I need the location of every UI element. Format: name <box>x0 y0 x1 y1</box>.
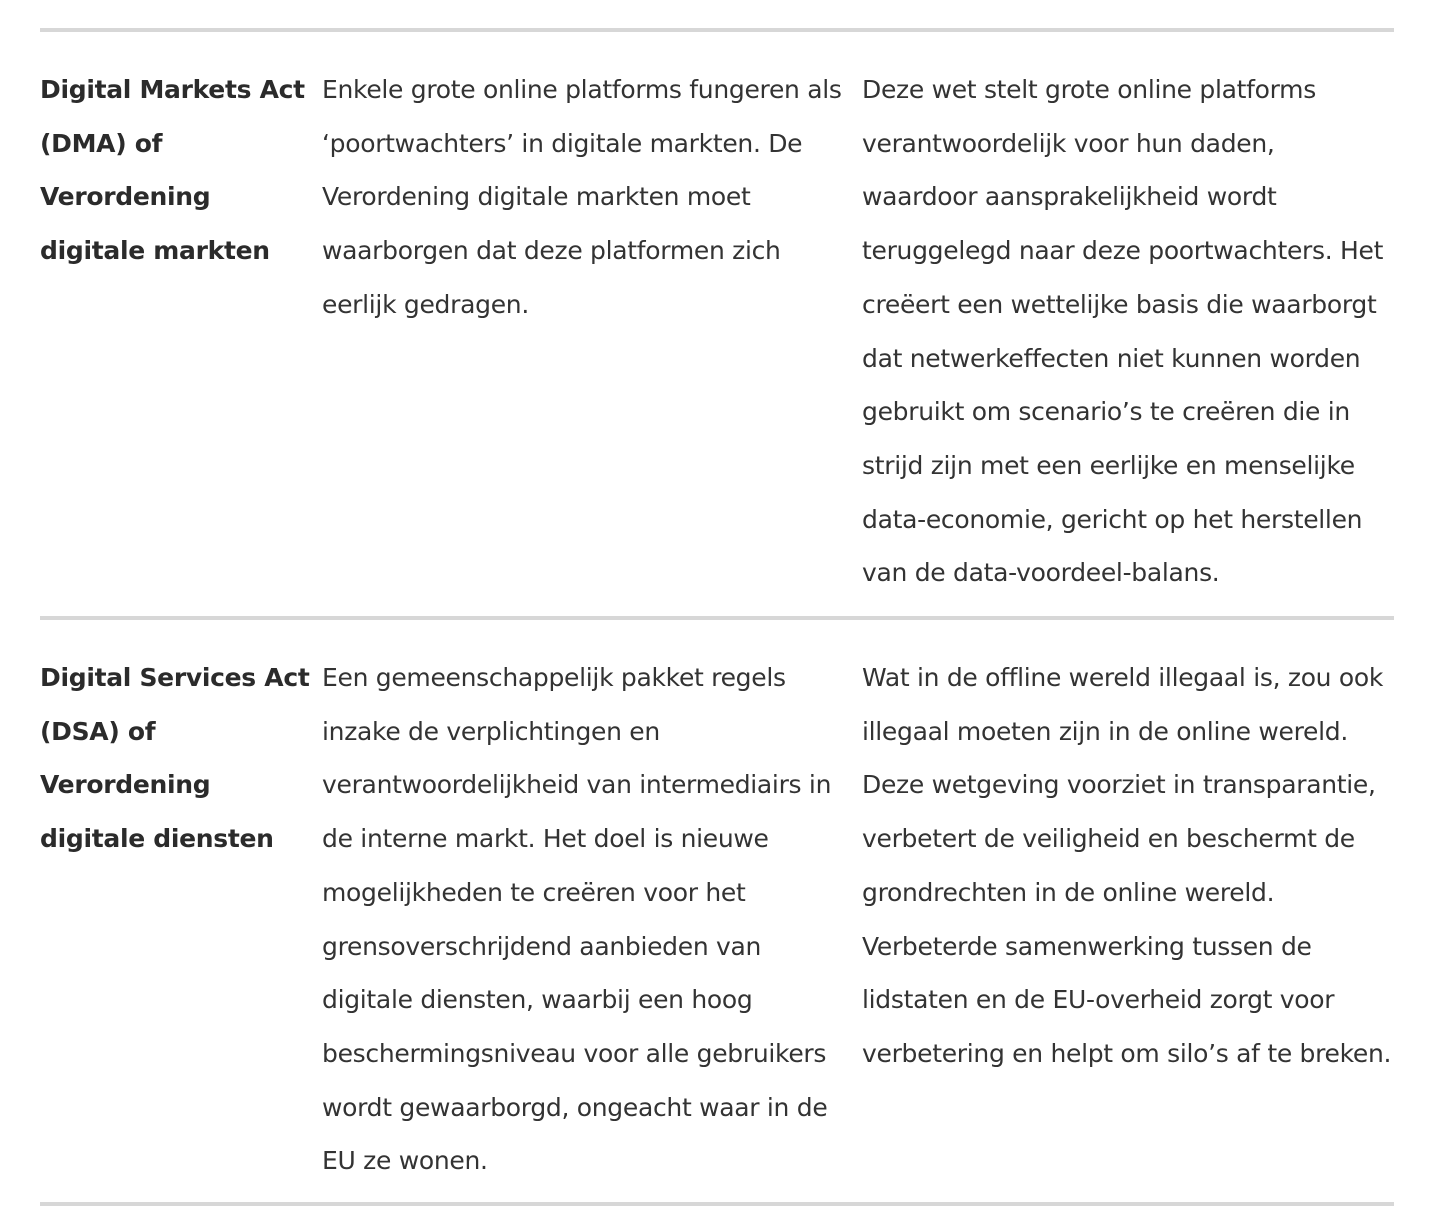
table-divider <box>40 1202 1394 1206</box>
regulation-impact: Deze wet stelt grote online platforms verantwoordelijk voor hun daden, waardoor aansprakelijkheid wordt teruggelegd naar deze poortwachters. Het creëert een wettelijke basis die waarborgt dat netwerkeffecten niet kunnen worden gebruikt om scenario’s te creëren die in strijd zijn met een eerlijke en menselijke data-economie, gericht op het herstellen van de data-voordeel-balans. <box>862 75 1384 588</box>
table-row <box>40 32 1394 616</box>
table-row <box>40 620 1394 1202</box>
regulation-description: Enkele grote online platforms fungeren als ‘poortwachters’ in digitale markten. De Verordening digitale markten moet waarborgen dat deze platformen zich eerlijk gedragen. <box>322 75 842 319</box>
regulation-name: Digital Services Act (DSA) of Verordening digitale diensten <box>40 663 310 854</box>
regulation-table <box>40 28 1394 1206</box>
regulation-impact: Wat in de offline wereld illegaal is, zou ook illegaal moeten zijn in de online wereld. Deze wetgeving voorziet in transparantie, verbetert de veiligheid en beschermt de grondrechten in de online wereld. Verbeterde samenwerking tussen de lidstaten en de EU-overheid zorgt voor verbetering en helpt om silo’s af te breken. <box>862 663 1392 1068</box>
regulation-name: Digital Markets Act (DMA) of Verordening digitale markten <box>40 75 305 266</box>
regulation-description: Een gemeenschappelijk pakket regels inzake de verplichtingen en verantwoordelijkheid van intermediairs in de interne markt. Het doel is nieuwe mogelijkheden te creëren voor het grensoverschrijdend aanbieden van digitale diensten, waarbij een hoog beschermingsniveau voor alle gebruikers wordt gewaarborgd, ongeacht waar in de EU ze wonen. <box>322 663 832 1176</box>
